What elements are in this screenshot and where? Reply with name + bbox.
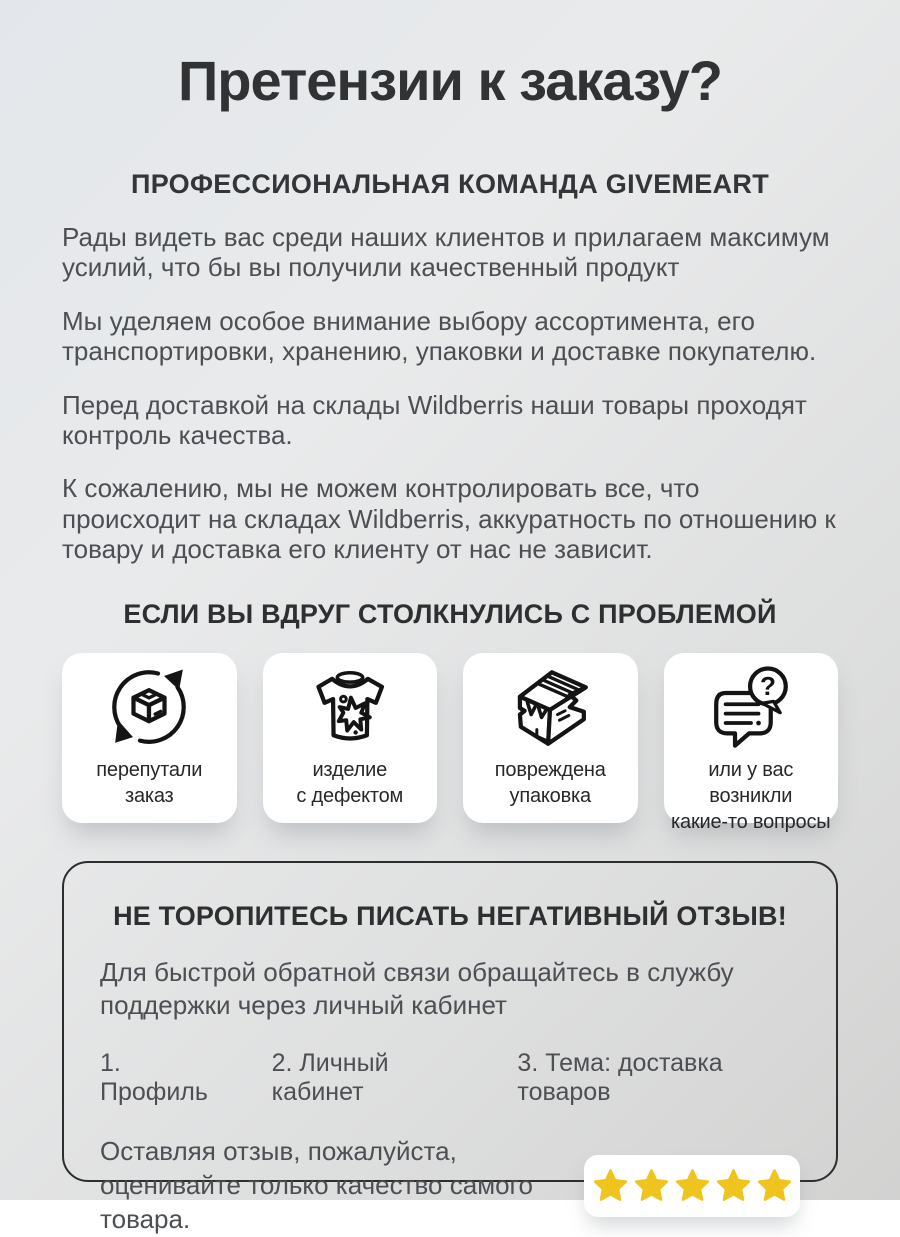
intro-paragraph: Мы уделяем особое внимание выбору ассортимента, его транспортировки, хранению, упаковки и доставке покупателю. bbox=[62, 305, 817, 367]
exchange-arrows-box-icon bbox=[102, 661, 196, 755]
star-icon bbox=[674, 1167, 711, 1204]
tshirt-defect-icon bbox=[303, 661, 397, 755]
problems-section-title: ЕСЛИ ВЫ ВДРУГ СТОЛКНУЛИСЬ С ПРОБЛЕМОЙ bbox=[123, 598, 777, 629]
star-icon bbox=[592, 1167, 629, 1204]
damaged-box-icon bbox=[503, 661, 597, 755]
support-step: 3. Тема: доставка товаров bbox=[517, 1049, 723, 1107]
intro-paragraph: Рады видеть вас среди наших клиентов и прилагаем максимум усилий, что бы вы получили качественный продукт bbox=[62, 222, 830, 283]
intro-paragraph: Перед доставкой на склады Wildberris наши товары проходят контроль качества. bbox=[62, 389, 807, 451]
stars-row bbox=[592, 1167, 793, 1204]
support-step: 2. Личный кабинет bbox=[271, 1049, 389, 1107]
chat-question-icon bbox=[704, 661, 798, 755]
problem-cards-row bbox=[62, 653, 838, 833]
problem-card-label: изделие с дефектом bbox=[296, 758, 404, 807]
intro-text-block bbox=[62, 222, 840, 565]
problem-card-wrong-order bbox=[62, 653, 237, 823]
problem-card-label: или у вас возникли какие-то вопросы bbox=[671, 758, 831, 833]
star-icon bbox=[715, 1167, 752, 1204]
support-steps bbox=[100, 1049, 800, 1107]
page-title: Претензии к заказу? bbox=[178, 49, 722, 112]
note-body: Для быстрой обратной связи обращайтесь в службу поддержки через личный кабинет bbox=[100, 956, 734, 1021]
intro-paragraph: К сожалению, мы не можем контролировать все, что происходит на складах Wildberris, аккуратность по отношению к товару и доставка его клиенту от нас не зависит. bbox=[62, 473, 836, 565]
star-icon bbox=[633, 1167, 670, 1204]
brand-subtitle: ПРОФЕССИОНАЛЬНАЯ КОМАНДА GIVEMEART bbox=[130, 169, 769, 199]
problem-card-defect bbox=[263, 653, 438, 823]
svg-text:?: ? bbox=[759, 670, 776, 701]
problem-card-questions bbox=[664, 653, 839, 833]
support-step: 1. Профиль bbox=[100, 1049, 208, 1107]
note-bottom-row bbox=[100, 1135, 800, 1236]
review-note-text: Оставляя отзыв, пожалуйста, оценивайте только качество самого товара. bbox=[100, 1136, 533, 1234]
star-icon bbox=[756, 1167, 793, 1204]
five-star-rating-panel bbox=[584, 1155, 800, 1217]
problem-card-label: перепутали заказ bbox=[96, 758, 203, 807]
problem-card-damaged-package bbox=[463, 653, 638, 823]
note-title: НЕ ТОРОПИТЕСЬ ПИСАТЬ НЕГАТИВНЫЙ ОТЗЫВ! bbox=[113, 900, 787, 931]
problem-card-label: повреждена упаковка bbox=[494, 758, 606, 807]
review-note-card bbox=[62, 861, 838, 1234]
